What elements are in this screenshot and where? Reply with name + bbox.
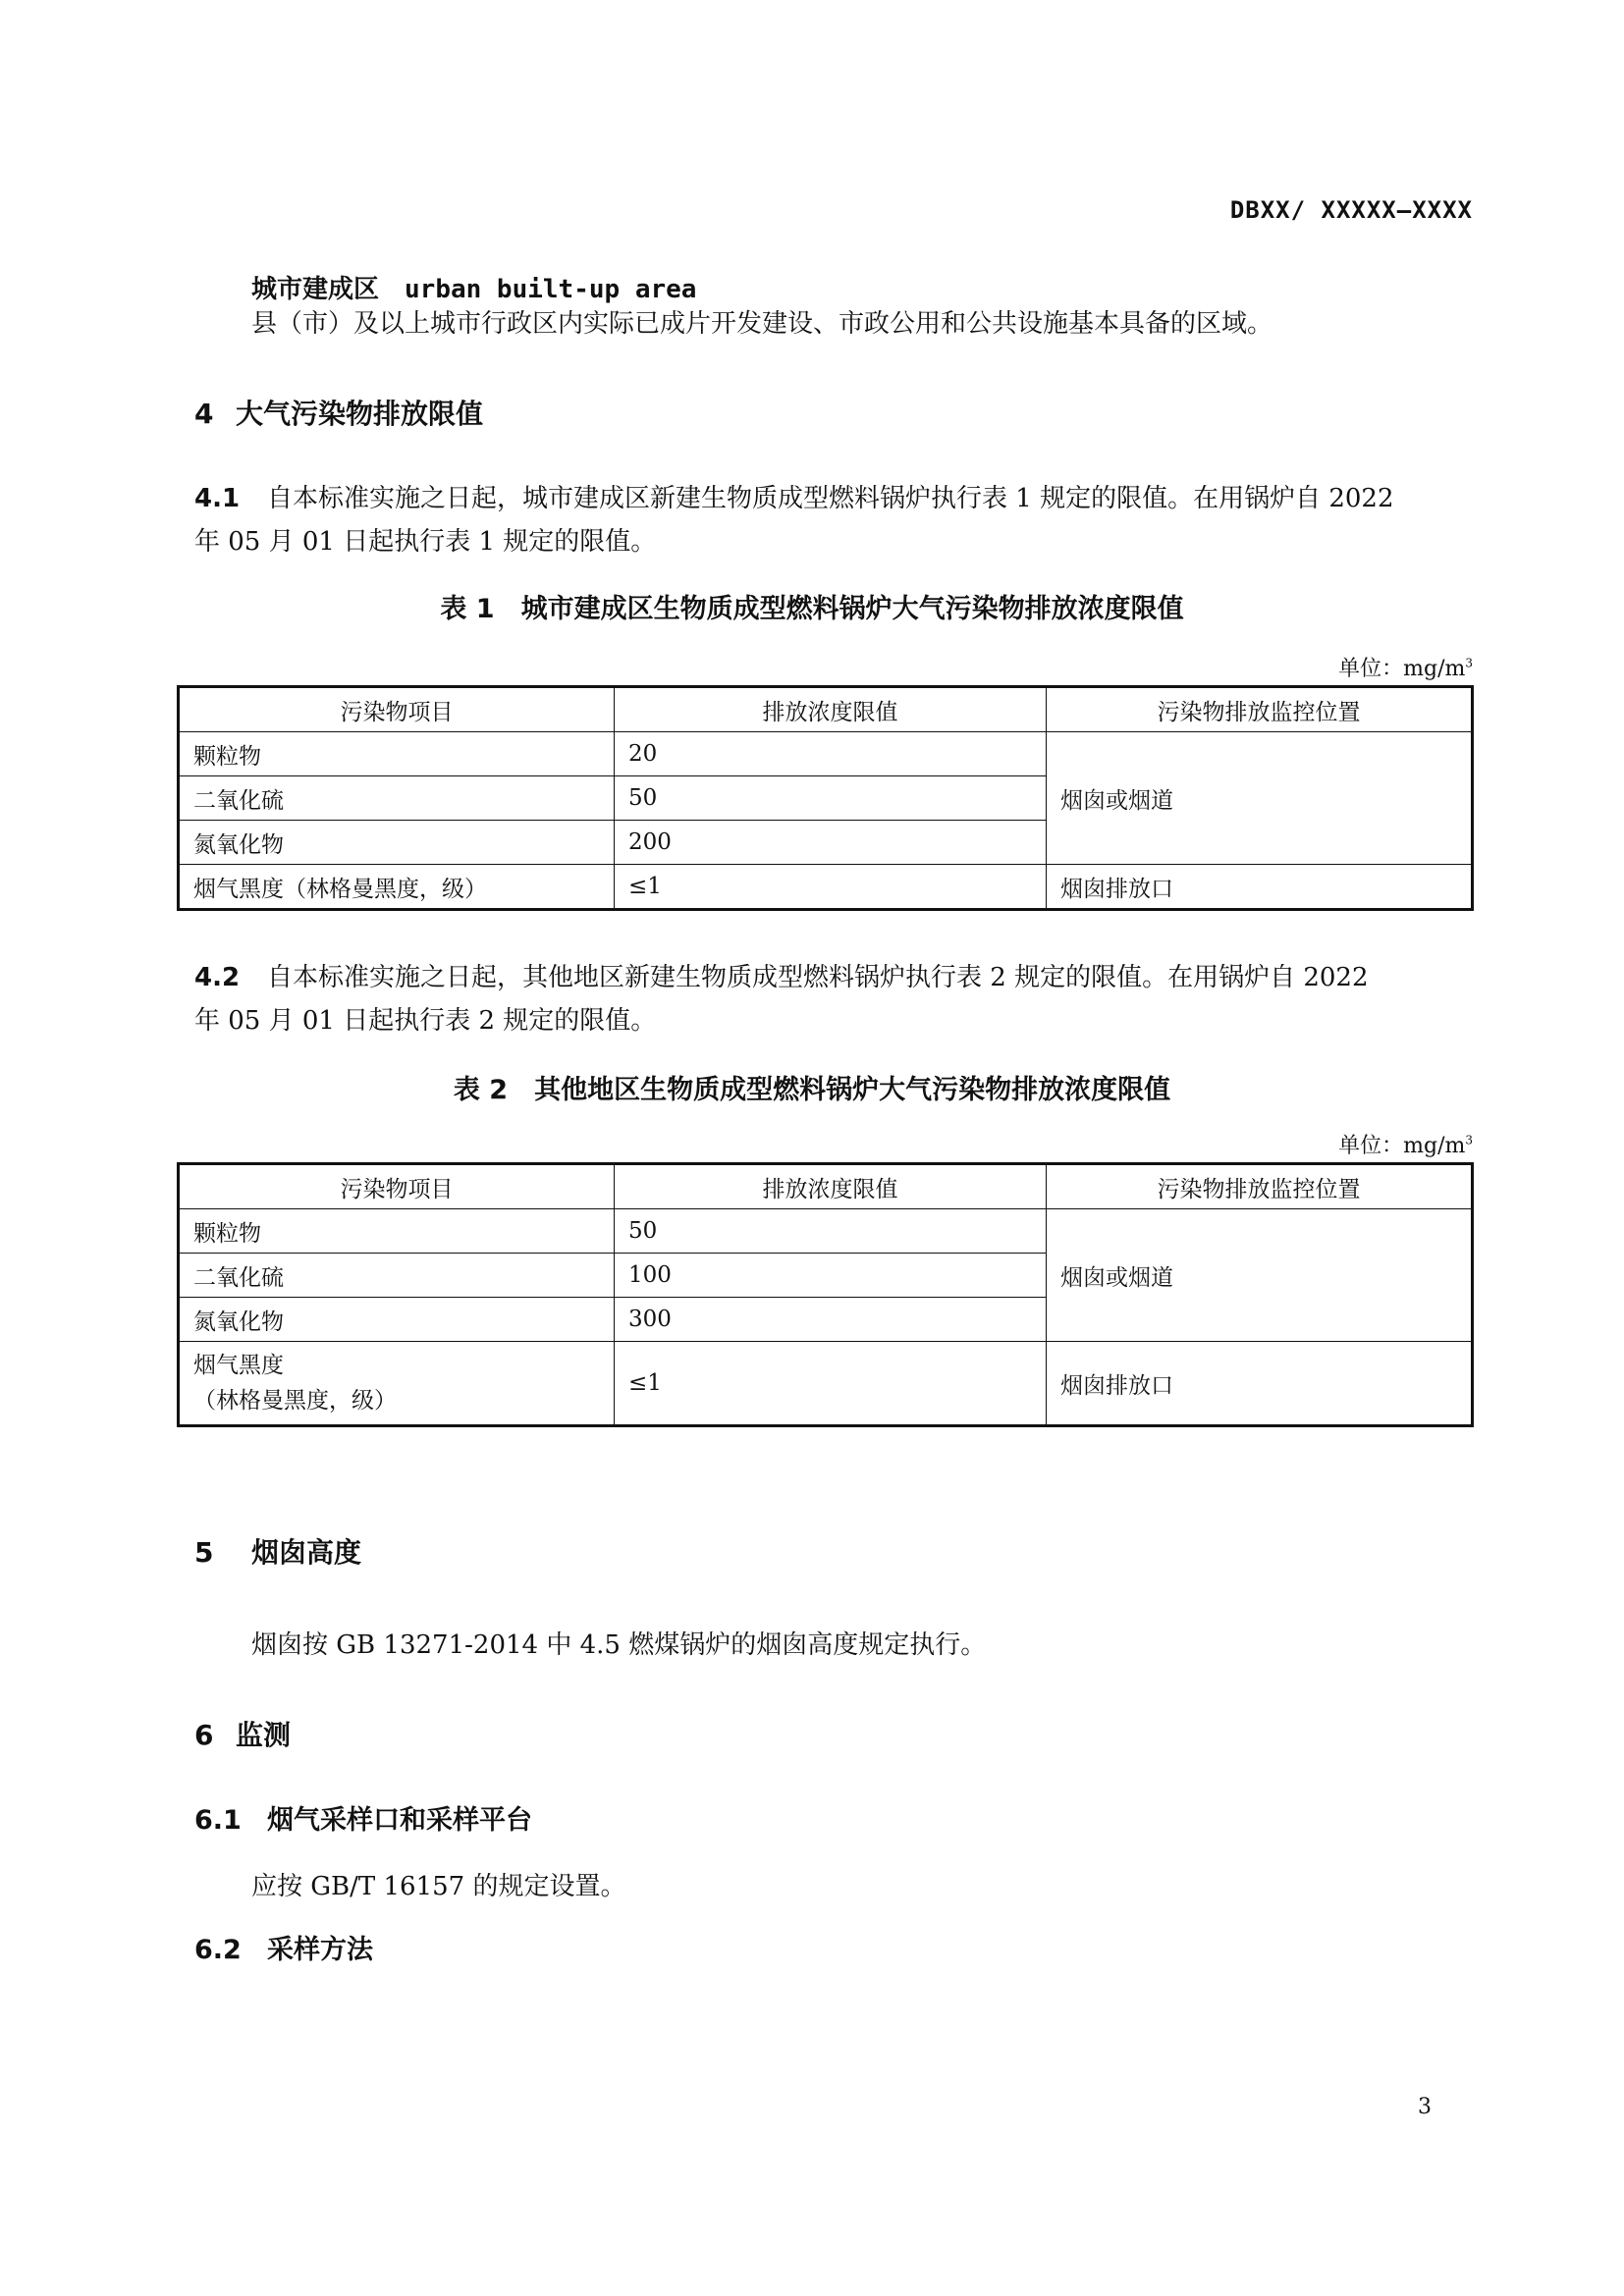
clause-4-2 [194,956,1369,1042]
section-5-title: 烟囱高度 [251,1536,362,1569]
document-code: DBXX/ XXXXX—XXXX [1229,196,1473,224]
section-4-number: 4 [194,398,214,430]
table-cell-item: 烟气黑度 （林格曼黑度，级） [179,1342,615,1426]
table-1 [177,685,1474,911]
table-cell-limit: 200 [615,821,1047,865]
term-zh: 城市建成区 [251,275,380,304]
clause-6-2-title: 采样方法 [267,1935,373,1965]
table-row [179,732,1473,776]
page-number: 3 [1418,2095,1432,2119]
table-cell-item: 二氧化硫 [179,1254,615,1298]
table-cell-item: 氮氧化物 [179,1298,615,1342]
table-2-unit: 单位：$mg/m^3$ [1338,1133,1473,1158]
section-4-title: 大气污染物排放限值 [236,398,484,430]
table-cell-location: 烟囱或烟道 [1047,732,1473,865]
clause-6-1-heading [194,1798,532,1837]
table-row [179,1342,1473,1426]
table-2-header-limit: 排放浓度限值 [615,1164,1047,1209]
table-cell-limit: 300 [615,1298,1047,1342]
table-cell-item: 氮氧化物 [179,821,615,865]
term-en: urban built-up area [405,275,697,304]
table-cell-item: 烟气黑度（林格曼黑度，级） [179,865,615,910]
table-2-caption: 表 2 其他地区生物质成型燃料锅炉大气污染物排放浓度限值 [453,1075,1171,1105]
table-row [179,1209,1473,1254]
section-5-number: 5 [194,1536,214,1569]
table-row [179,687,1473,732]
section-5-text: 烟囱按 GB 13271-2014 中 4.5 燃煤锅炉的烟囱高度规定执行。 [251,1630,987,1660]
table-1-caption: 表 1 城市建成区生物质成型燃料锅炉大气污染物排放浓度限值 [440,594,1184,624]
table-cell-limit: 50 [615,1209,1047,1254]
table-row [179,865,1473,910]
table-1-unit: 单位：$mg/m^3$ [1338,656,1473,681]
table-cell-limit: ≤1 [615,1342,1047,1426]
section-6-heading [194,1714,291,1753]
table-1-header-location: 污染物排放监控位置 [1047,687,1473,732]
term-definition: 县（市）及以上城市行政区内实际已成片开发建设、市政公用和公共设施基本具备的区域。 [251,309,1273,339]
table-cell-location: 烟囱排放口 [1047,865,1473,910]
clause-4-1 [194,477,1394,563]
table-cell-item: 颗粒物 [179,732,615,776]
section-4-heading [194,393,483,432]
table-cell-item: 二氧化硫 [179,776,615,821]
clause-6-1-title: 烟气采样口和采样平台 [267,1805,532,1836]
table-2-header-item: 污染物项目 [179,1164,615,1209]
section-6-title: 监测 [236,1719,292,1751]
clause-4-1-line2: 年 05 月 01 日起执行表 1 规定的限值。 [194,527,657,557]
table-2-header-location: 污染物排放监控位置 [1047,1164,1473,1209]
table-2 [177,1162,1474,1427]
section-5-heading [194,1531,361,1571]
table-cell-item: 颗粒物 [179,1209,615,1254]
clause-6-1-text: 应按 GB/T 16157 的规定设置。 [251,1872,626,1901]
table-cell-limit: 20 [615,732,1047,776]
clause-6-1-number: 6.1 [194,1805,242,1836]
term-heading [251,269,696,305]
clause-4-1-line1: 自本标准实施之日起，城市建成区新建生物质成型燃料锅炉执行表 1 规定的限值。在用锅炉自 2022 [267,484,1394,513]
table-cell-limit: 50 [615,776,1047,821]
section-6-number: 6 [194,1719,214,1751]
clause-6-2-heading [194,1928,373,1966]
clause-4-1-number: 4.1 [194,484,241,513]
table-1-header-limit: 排放浓度限值 [615,687,1047,732]
table-1-header-item: 污染物项目 [179,687,615,732]
table-row [179,1164,1473,1209]
clause-6-2-number: 6.2 [194,1935,242,1965]
table-cell-limit: ≤1 [615,865,1047,910]
clause-4-2-number: 4.2 [194,963,241,992]
table-cell-limit: 100 [615,1254,1047,1298]
clause-4-2-line1: 自本标准实施之日起，其他地区新建生物质成型燃料锅炉执行表 2 规定的限值。在用锅炉自 2022 [267,963,1369,992]
table-cell-location: 烟囱或烟道 [1047,1209,1473,1342]
table-cell-location: 烟囱排放口 [1047,1342,1473,1426]
clause-4-2-line2: 年 05 月 01 日起执行表 2 规定的限值。 [194,1006,657,1036]
